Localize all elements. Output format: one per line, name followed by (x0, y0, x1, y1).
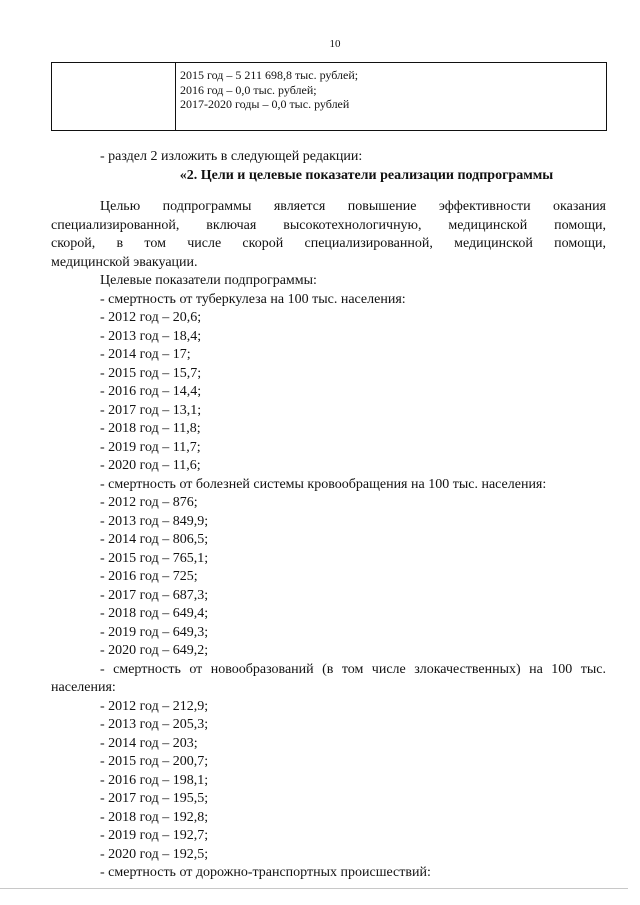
list-item: - 2016 год – 14,4; (100, 384, 202, 399)
list-item: - 2017 год – 195,5; (100, 791, 209, 806)
list-item: - 2020 год – 649,2; (100, 643, 209, 658)
table-cell-line: 2017-2020 годы – 0,0 тыс. рублей (180, 97, 350, 111)
list-item: - 2014 год – 806,5; (100, 532, 209, 547)
list-item: - 2013 год – 205,3; (100, 717, 209, 732)
list-item: - 2020 год – 192,5; (100, 846, 209, 862)
goal-paragraph (51, 198, 606, 272)
circulatory-title: - смертность от болезней системы кровообращения на 100 тыс. населения: (100, 476, 547, 492)
section-heading: «2. Цели и целевые показатели реализации подпрограммы (179, 167, 554, 183)
list-item: - 2016 год – 198,1; (100, 772, 209, 788)
list-item: - 2019 год – 11,7; (100, 439, 201, 455)
goal-line: специализированной, включая высокотехнологичную, медицинской помощи, (51, 217, 606, 233)
goal-line: Целью подпрограммы является повышение эффективности оказания (100, 199, 606, 214)
table-column-divider (175, 63, 176, 130)
list-item: - 2018 год – 192,8; (100, 809, 209, 825)
goal-line: медицинской эвакуации. (51, 254, 198, 270)
list-item: - 2013 год – 18,4; (100, 328, 202, 344)
table-cell-line: 2015 год – 5 211 698,8 тыс. рублей; (180, 68, 359, 82)
list-item: - 2019 год – 192,7; (100, 828, 209, 843)
list-item: - 2019 год – 649,3; (100, 624, 209, 640)
list-item: - 2012 год – 212,9; (100, 698, 209, 714)
list-item: - 2018 год – 649,4; (100, 606, 209, 621)
list-item: - 2020 год – 11,6; (100, 458, 201, 473)
intro-line: - раздел 2 изложить в следующей редакции: (100, 149, 363, 164)
list-item: - 2012 год – 20,6; (100, 310, 202, 325)
indicators-title: Целевые показатели подпрограммы: (100, 273, 317, 288)
list-item: - 2018 год – 11,8; (100, 421, 201, 436)
list-item: - 2015 год – 765,1; (100, 550, 209, 566)
document-body (51, 148, 606, 883)
page-bottom-edge (0, 888, 628, 889)
neoplasms-title (51, 661, 606, 698)
list-item: - 2016 год – 725; (100, 569, 198, 584)
list-item: - 2017 год – 687,3; (100, 587, 209, 603)
goal-line: скорой, в том числе скорой специализированной, медицинской помощи, (51, 236, 606, 251)
list-item: - 2013 год – 849,9; (100, 513, 209, 529)
tuberculosis-title: - смертность от туберкулеза на 100 тыс. населения: (100, 291, 406, 307)
table-cell-funding (180, 68, 358, 112)
funding-table-fragment (51, 62, 607, 131)
list-item: - 2014 год – 17; (100, 347, 191, 362)
list-item: - 2017 год – 13,1; (100, 402, 202, 418)
list-item: - 2012 год – 876; (100, 495, 198, 510)
traffic-title: - смертность от дорожно-транспортных происшествий: (100, 865, 431, 880)
list-item: - 2015 год – 200,7; (100, 754, 209, 769)
neoplasms-title-line: - смертность от новообразований (в том числе злокачественных) на 100 тыс. (100, 661, 606, 677)
list-item: - 2015 год – 15,7; (100, 365, 202, 381)
list-item: - 2014 год – 203; (100, 735, 198, 751)
neoplasms-title-line: населения: (51, 680, 116, 695)
page-number: 10 (329, 38, 341, 50)
table-cell-line: 2016 год – 0,0 тыс. рублей; (180, 82, 317, 97)
